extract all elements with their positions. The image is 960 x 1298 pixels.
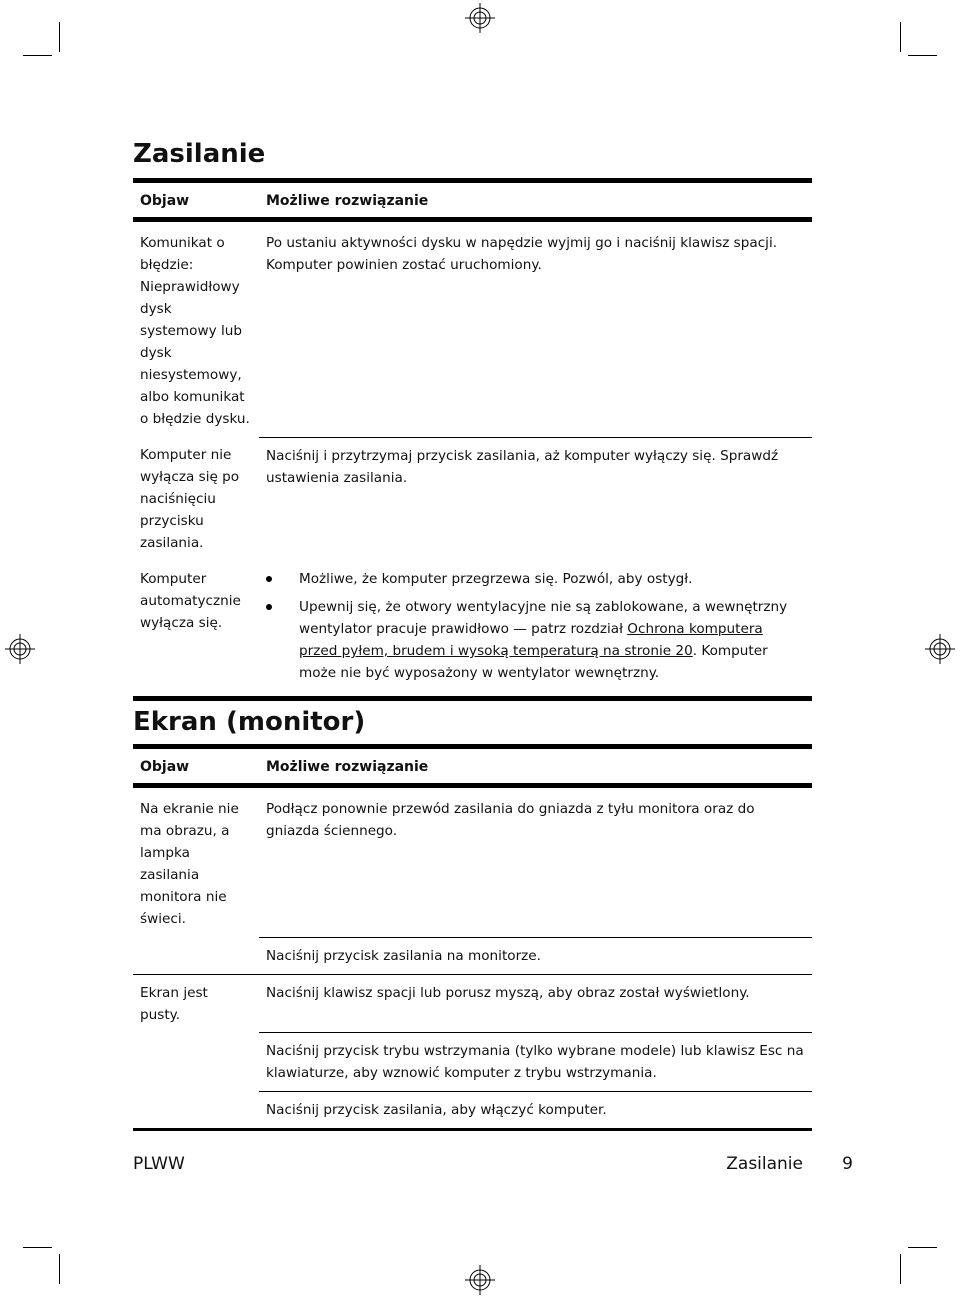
solution-cell: Naciśnij przycisk zasilania na monitorze. [259, 937, 812, 974]
table-row [133, 561, 812, 699]
registration-mark-icon [5, 634, 35, 664]
solution-cell: Naciśnij i przytrzymaj przycisk zasilania, aż komputer wyłączy się. Sprawdź ustawienia zasilania. [259, 437, 812, 561]
section-title: Ekran (monitor) [133, 707, 366, 737]
symptom-cell: Ekran jest pusty. [133, 974, 259, 1033]
table-row [133, 937, 812, 974]
table-header [133, 747, 812, 786]
registration-mark-icon [465, 1265, 495, 1295]
table-row [133, 1033, 812, 1092]
crop-mark [908, 55, 937, 56]
symptom-cell [133, 1092, 259, 1130]
footer-section-title: Zasilanie [726, 1154, 803, 1174]
bullet-text: Możliwe, że komputer przegrzewa się. Pozwól, aby ostygł. [299, 571, 693, 587]
section-monitor [133, 706, 812, 1131]
solution-cell: Po ustaniu aktywności dysku w napędzie wyjmij go i naciśnij klawisz spacji. Komputer powinien zostać uruchomiony. [266, 235, 778, 273]
registration-mark-icon [925, 634, 955, 664]
symptom-cell: Komputer nie wyłącza się po naciśnięciu przycisku zasilania. [140, 447, 240, 551]
solution-cell: Naciśnij klawisz spacji lub porusz myszą, aby obraz został wyświetlony. [259, 974, 812, 1033]
table-header [133, 181, 812, 220]
solution-cell: Naciśnij przycisk zasilania, aby włączyć komputer. [259, 1092, 812, 1130]
solution-cell [259, 561, 812, 699]
symptom-cell: Komputer automatycznie wyłącza się. [133, 561, 259, 699]
table-row [133, 437, 812, 561]
troubleshooting-table [133, 178, 812, 701]
solution-cell: Podłącz ponownie przewód zasilania do gniazda z tyłu monitora oraz do gniazda ściennego. [266, 801, 755, 839]
bullet-list [266, 568, 805, 684]
crop-mark [59, 1254, 60, 1284]
crop-mark [900, 22, 901, 52]
symptom-cell [133, 937, 259, 974]
list-item [266, 596, 805, 684]
list-item [266, 568, 805, 590]
column-header-solution: Możliwe rozwiązanie [259, 181, 812, 220]
table-row [133, 220, 812, 438]
column-header-symptom: Objaw [133, 747, 259, 786]
crop-mark [23, 1247, 52, 1248]
crop-mark [23, 55, 52, 56]
footer-locale: PLWW [133, 1154, 185, 1174]
table-row [133, 786, 812, 938]
solution-cell: Naciśnij przycisk trybu wstrzymania (tylko wybrane modele) lub klawisz Esc na klawiaturze, aby wznowić komputer z trybu wstrzymania. [259, 1033, 812, 1092]
cross-reference-link[interactable]: Ochrona komputera przed pyłem, brudem i wysoką temperaturą na stronie 20 [299, 621, 763, 659]
column-header-symptom: Objaw [133, 181, 259, 220]
column-header-solution: Możliwe rozwiązanie [259, 747, 812, 786]
crop-mark [900, 1254, 901, 1284]
bullet-text: Upewnij się, że otwory wentylacyjne nie są zablokowane, a wewnętrzny wentylator pracuje prawidłowo — patrz rozdział [299, 599, 788, 637]
page-number: 9 [842, 1154, 853, 1174]
table-row [133, 974, 812, 1033]
table-row [133, 1092, 812, 1130]
bullet-text: . Komputer może nie być wyposażony w wentylator wewnętrzny. [299, 643, 768, 681]
troubleshooting-table [133, 744, 812, 1131]
symptom-cell: Komunikat o błędzie: Nieprawidłowy dysk systemowy lub dysk niesystemowy, albo komunikat o błędzie dysku. [140, 235, 250, 427]
section-power [133, 138, 812, 701]
registration-mark-icon [465, 3, 495, 33]
symptom-cell: Na ekranie nie ma obrazu, a lampka zasilania monitora nie świeci. [140, 801, 239, 927]
section-title: Zasilanie [133, 139, 266, 169]
crop-mark [908, 1247, 937, 1248]
crop-mark [59, 22, 60, 52]
symptom-cell [133, 1033, 259, 1092]
